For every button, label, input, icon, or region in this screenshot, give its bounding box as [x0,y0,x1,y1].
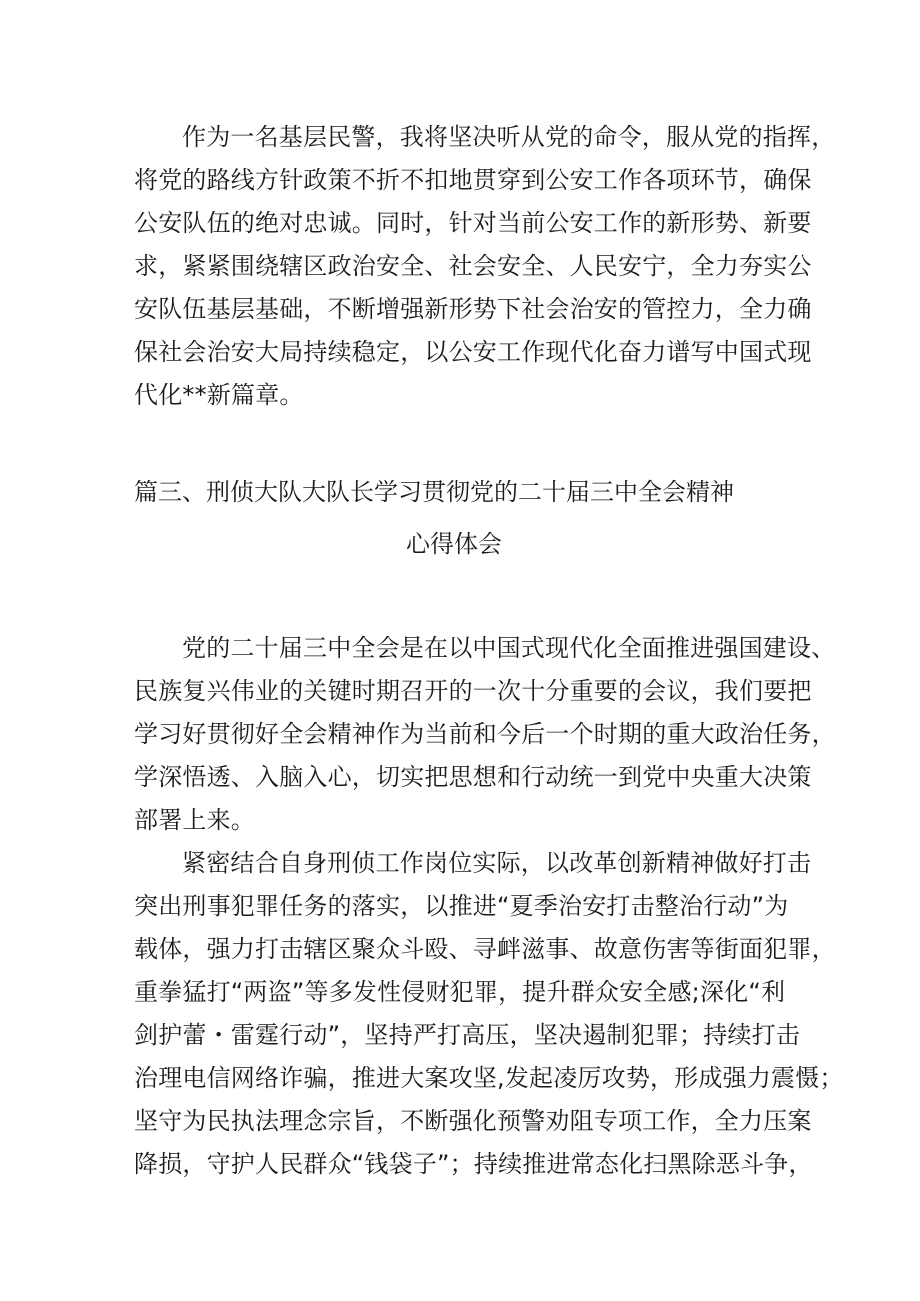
paragraph-2 [134,627,836,842]
paragraph-line: 部署上来。 [134,806,255,834]
paragraph-line: 重拳猛打“两盗”等多发性侵财犯罪，提升群众安全感;深化“利 [134,978,786,1006]
paragraph-line: 学深悟透、入脑入心，切实把思想和行动统一到党中央重大决策 [134,763,812,791]
paragraph-3 [134,842,844,1186]
paragraph-line: 代化**新篇章。 [134,381,304,409]
paragraph-line: 降损，守护人民群众“钱袋子”；持续推进常态化扫黑除恶斗争， [134,1150,813,1178]
paragraph-line: 求，紧紧围绕辖区政治安全、社会安全、人民安宁，全力夯实公 [134,252,812,280]
paragraph-line: 保社会治安大局持续稳定，以公安工作现代化奋力谱写中国式现 [134,338,812,366]
paragraph-line: 治理电信网络诈骗，推进大案攻坚,发起凌厉攻势，形成强力震慑； [134,1064,844,1092]
paragraph-line: 学习好贯彻好全会精神作为当前和今后一个时期的重大政治任务， [134,720,836,748]
paragraph-line: 民族复兴伟业的关键时期召开的一次十分重要的会议，我们要把 [134,677,812,705]
paragraph-line: 作为一名基层民警，我将坚决听从党的命令，服从党的指挥， [182,123,836,151]
section-title [134,466,814,570]
paragraph-line: 党的二十届三中全会是在以中国式现代化全面推进强国建设、 [182,634,836,662]
paragraph-line: 载体，强力打击辖区聚众斗殴、寻衅滋事、故意伤害等街面犯罪， [134,935,836,963]
paragraph-line: 突出刑事犯罪任务的落实，以推进“夏季治安打击整治行动”为 [134,892,789,920]
paragraph-line: 将党的路线方针政策不折不扣地贯穿到公安工作各项环节，确保 [134,166,812,194]
section-title-line-1: 篇三、刑侦大队大队长学习贯彻党的二十届三中全会精神 [134,478,734,506]
paragraph-line: 剑护蕾・雷霆行动”，坚持严打高压，坚决遏制犯罪；持续打击 [134,1021,801,1049]
paragraph-line: 紧密结合自身刑侦工作岗位实际，以改革创新精神做好打击 [182,849,812,877]
paragraph-line: 坚守为民执法理念宗旨，不断强化预警劝阻专项工作，全力压案 [134,1107,812,1135]
paragraph-1 [134,116,836,417]
paragraph-line: 公安队伍的绝对忠诚。同时，针对当前公安工作的新形势、新要 [134,209,812,237]
section-title-line-2: 心得体会 [406,530,502,558]
paragraph-line: 安队伍基层基础，不断增强新形势下社会治安的管控力，全力确 [134,295,812,323]
